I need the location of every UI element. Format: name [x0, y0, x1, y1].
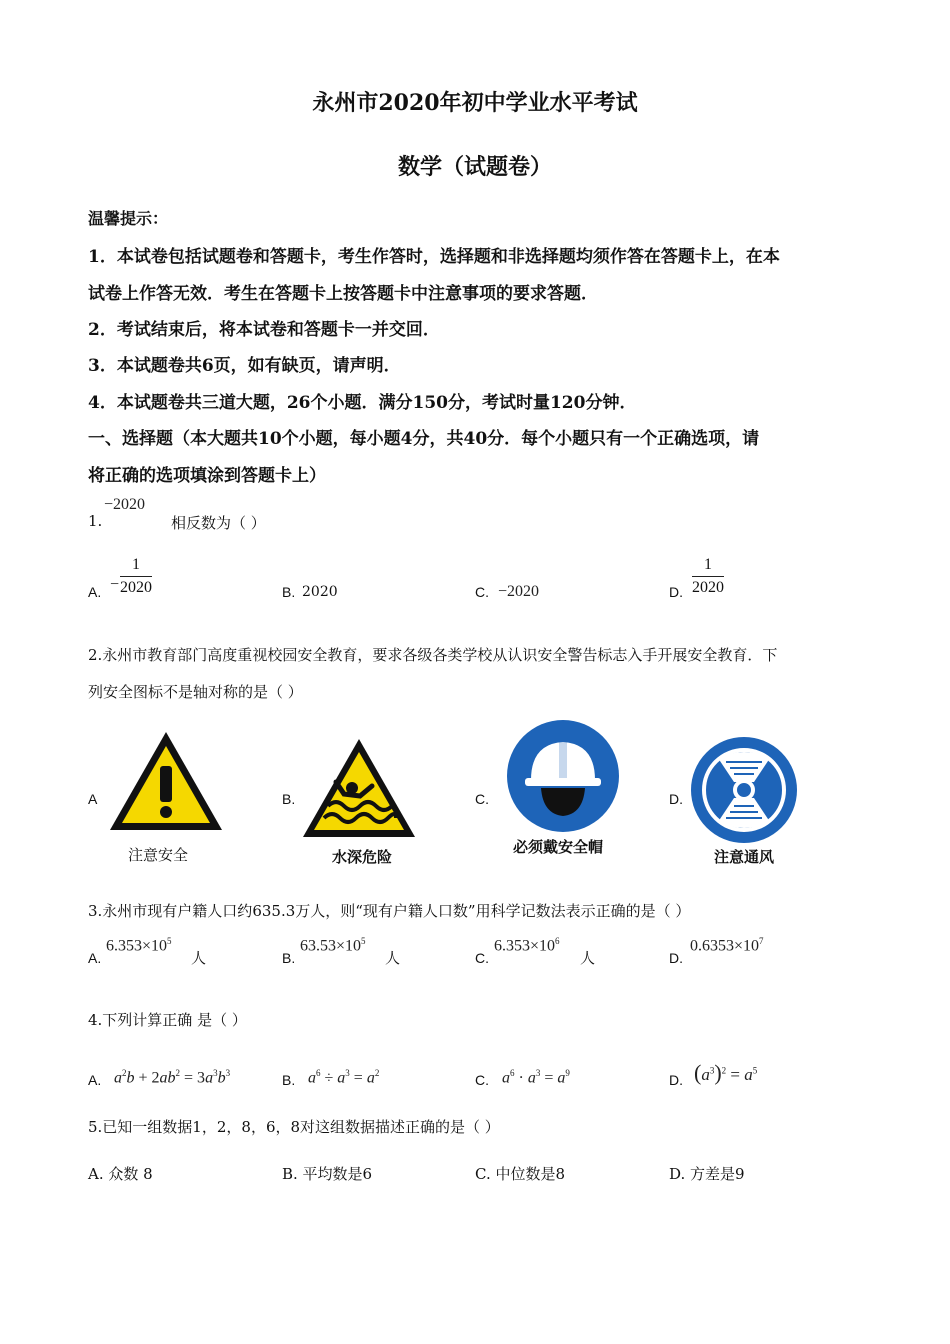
- q1-option-a-sign: −: [110, 576, 120, 593]
- q4-option-b-expression: $a^6 \div a^3 = a^2$: [308, 1068, 380, 1087]
- q3-option-d-label: D.: [669, 950, 683, 966]
- exam-title: 永州市2020年初中学业水平考试: [312, 90, 638, 116]
- notice-line-4: 4．本试题卷共三道大题，26个小题．满分150分，考试时量120分钟．: [88, 393, 637, 413]
- q2-text-line-1: 2.永州市教育部门高度重视校园安全教育，要求各级各类学校从认识安全警告标志入手开展安全教育．下: [88, 646, 778, 664]
- q4-option-c-label: C.: [475, 1072, 489, 1088]
- q3-option-a-exponent: 5: [167, 936, 172, 946]
- q2-option-a-label: A: [88, 791, 98, 807]
- notice-heading: 温馨提示：: [88, 209, 169, 228]
- q1-option-c-value: −2020: [498, 583, 540, 600]
- q1-option-d-denominator: 2020: [692, 579, 724, 596]
- q1-option-b-label: B.: [282, 584, 296, 600]
- q3-option-c-label: C.: [475, 950, 489, 966]
- q3-option-b-unit: 人: [385, 949, 401, 967]
- q1-text: 相反数为（ ）: [171, 514, 266, 532]
- q2-option-c-caption: 必须戴安全帽: [512, 838, 603, 856]
- q1-option-a-fraction: [120, 556, 152, 597]
- q1-option-a-label: A.: [88, 584, 102, 600]
- q3-option-a-value: [106, 936, 172, 955]
- q3-option-b-mantissa: 63.53×10: [300, 937, 362, 955]
- notice-line-1b: 试卷上作答无效．考生在答题卡上按答题卡中注意事项的要求答题．: [88, 284, 598, 304]
- q3-option-c-exponent: 6: [555, 936, 560, 946]
- q2-text-line-2: 列安全图标不是轴对称的是（ ）: [88, 683, 303, 701]
- q3-option-a-unit: 人: [191, 949, 207, 967]
- q3-option-c-unit: 人: [580, 949, 596, 967]
- q1-expression: −2020: [104, 496, 146, 513]
- q1-option-a-numerator: 1: [120, 556, 152, 577]
- q1-option-b-value: 2020: [302, 584, 338, 600]
- q3-option-a-mantissa: 6.353×10: [106, 937, 168, 955]
- q2-option-d-label: D.: [669, 791, 683, 807]
- q3-option-b-exponent: 5: [361, 936, 366, 946]
- hard-hat-icon: [505, 718, 621, 834]
- q1-option-d-numerator: 1: [692, 556, 724, 577]
- q4-option-a-expression: $a^2b + 2ab^2 = 3a^3b^3$: [114, 1068, 231, 1087]
- q1-option-d-label: D.: [669, 584, 683, 600]
- q3-option-d-mantissa: 0.6353×10: [690, 937, 760, 955]
- q3-option-c-value: [494, 936, 560, 955]
- q4-option-a-label: A.: [88, 1072, 102, 1088]
- notice-line-1a: 1．本试卷包括试题卷和答题卡，考生作答时，选择题和非选择题均须作答在答题卡上，在本: [88, 247, 780, 267]
- q1-option-c-label: C.: [475, 584, 489, 600]
- section-one-heading-a: 一、选择题（本大题共10个小题，每小题4分，共40分．每个小题只有一个正确选项，请: [88, 429, 760, 449]
- q3-option-d-value: [690, 936, 764, 955]
- q3-option-c-mantissa: 6.353×10: [494, 937, 556, 955]
- notice-line-2: 2．考试结束后，将本试卷和答题卡一并交回．: [88, 320, 440, 340]
- q3-option-b-value: [300, 936, 366, 955]
- q4-option-d-expression: $(a^3)^2 = a^5$: [694, 1060, 758, 1085]
- warning-exclamation-icon: [106, 728, 226, 836]
- q1-option-a-denominator: 2020: [120, 579, 152, 596]
- q5-text: 5.已知一组数据1，2，8，6，8对这组数据描述正确的是（ ）: [88, 1118, 500, 1136]
- exam-subtitle: 数学（试题卷）: [397, 154, 552, 180]
- q3-option-b-label: B.: [282, 950, 296, 966]
- q2-option-a-caption: 注意安全: [127, 846, 188, 864]
- q2-option-b-caption: 水深危险: [331, 848, 392, 866]
- q2-option-b-label: B.: [282, 791, 296, 807]
- q5-option-d: D. 方差是9: [669, 1165, 745, 1183]
- q1-number: 1.: [88, 512, 103, 530]
- notice-line-3: 3．本试题卷共6页，如有缺页，请声明．: [88, 356, 401, 376]
- q1-option-d-fraction: [692, 556, 724, 597]
- q3-option-d-exponent: 7: [759, 936, 764, 946]
- q4-text: 4.下列计算正确 是（ ）: [88, 1011, 247, 1029]
- q3-option-a-label: A.: [88, 950, 102, 966]
- q5-option-a: A. 众数 8: [88, 1165, 153, 1183]
- q4-option-d-label: D.: [669, 1072, 683, 1088]
- q2-option-d-caption: 注意通风: [713, 848, 774, 866]
- q3-text: 3.永州市现有户籍人口约635.3万人，则“现有户籍人口数”用科学记数法表示正确的是（ ）: [88, 902, 691, 920]
- q2-option-c-label: C.: [475, 791, 489, 807]
- section-one-heading-b: 将正确的选项填涂到答题卡上）: [88, 466, 326, 486]
- q5-option-c: C. 中位数是8: [475, 1165, 566, 1183]
- deep-water-warning-icon: [300, 736, 418, 842]
- q4-option-c-expression: $a^6 \cdot a^3 = a^9$: [502, 1068, 570, 1087]
- q4-option-b-label: B.: [282, 1072, 296, 1088]
- q5-option-b: B. 平均数是6: [282, 1165, 373, 1183]
- ventilation-icon: [690, 736, 798, 844]
